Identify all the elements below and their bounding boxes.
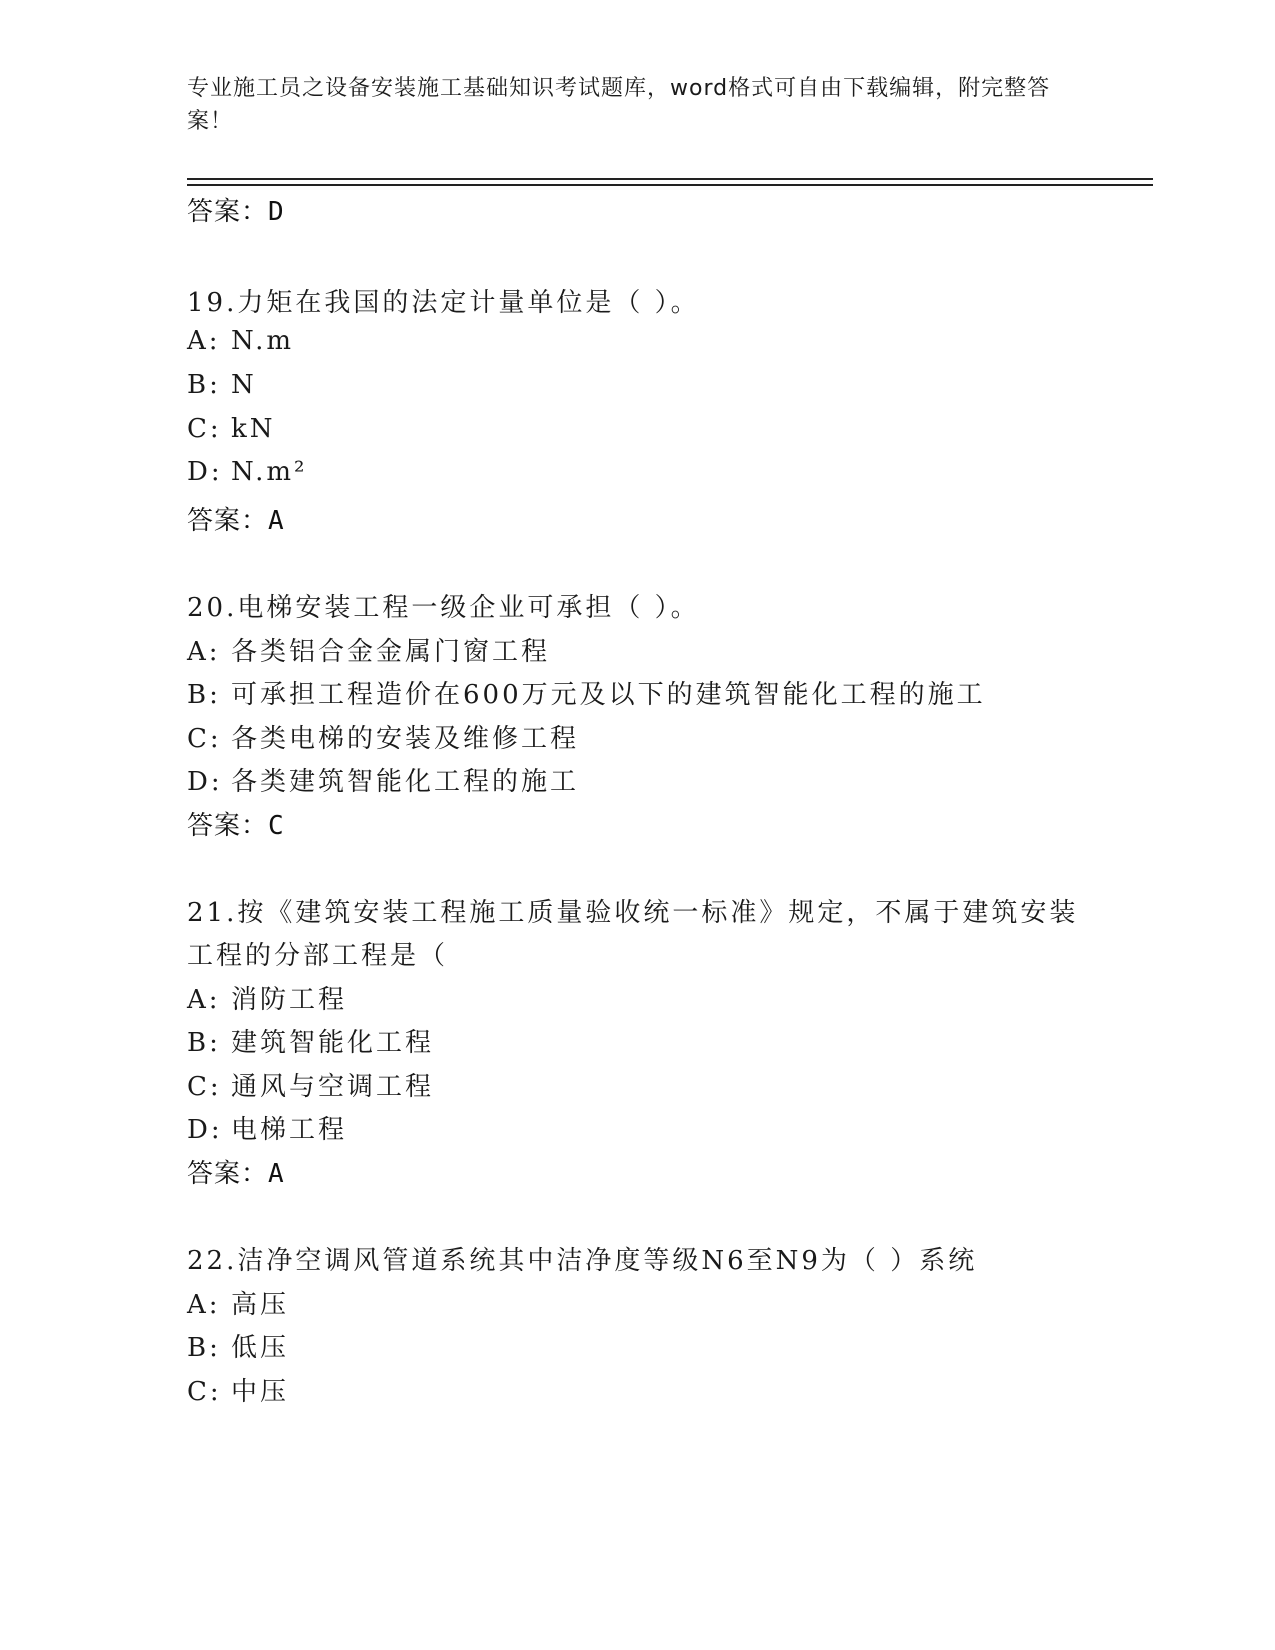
answer-label: 答案： <box>187 197 269 227</box>
question-21-option-d <box>187 1109 347 1146</box>
question-21-option-c <box>187 1066 434 1103</box>
question-22-option-a <box>187 1284 289 1321</box>
option-key: B: <box>187 1333 221 1363</box>
answer-value: A <box>268 1159 285 1189</box>
prev-answer-line <box>187 191 285 228</box>
question-20-option-c <box>187 718 579 755</box>
question-20-stem: 20.电梯安装工程一级企业可承担（ ）。 <box>187 593 700 623</box>
question-19-option-b <box>187 370 257 400</box>
option-text: 通风与空调工程 <box>231 1072 435 1102</box>
question-20-option-a <box>187 631 550 668</box>
option-text: 各类电梯的安装及维修工程 <box>231 724 580 754</box>
option-key: D: <box>187 457 223 487</box>
header-rule-top <box>187 178 1153 180</box>
question-22-option-c <box>187 1371 289 1408</box>
option-text: 中压 <box>231 1377 290 1407</box>
option-text: 高压 <box>231 1290 290 1320</box>
question-19-answer <box>187 500 285 537</box>
question-21-option-a <box>187 979 347 1016</box>
option-text: 建筑智能化工程 <box>231 1028 435 1058</box>
question-19-option-d <box>187 457 307 487</box>
option-key: A: <box>187 326 221 356</box>
option-text: 消防工程 <box>231 985 348 1015</box>
option-text: 低压 <box>231 1333 290 1363</box>
answer-label: 答案： <box>187 506 269 536</box>
header-rule-bottom <box>187 184 1153 186</box>
question-19-option-c <box>187 414 276 444</box>
option-text: 电梯工程 <box>231 1115 348 1145</box>
answer-value: D <box>268 197 285 227</box>
option-key: A: <box>187 1290 221 1320</box>
question-21-option-b <box>187 1022 434 1059</box>
option-key: C: <box>187 1377 222 1407</box>
option-key: B: <box>187 680 221 710</box>
question-20-option-d <box>187 761 579 798</box>
option-key: A: <box>187 637 221 667</box>
answer-label: 答案： <box>187 1159 269 1189</box>
option-text: N <box>231 370 257 400</box>
question-22-stem: 22.洁净空调风管道系统其中洁净度等级N6至N9为（ ）系统 <box>187 1246 978 1276</box>
option-key: C: <box>187 1072 222 1102</box>
option-key: D: <box>187 1115 223 1145</box>
question-19-option-a <box>187 326 294 356</box>
option-key: B: <box>187 370 221 400</box>
option-text: 各类建筑智能化工程的施工 <box>231 767 580 797</box>
option-key: B: <box>187 1028 221 1058</box>
option-key: C: <box>187 414 222 444</box>
question-22-option-b <box>187 1327 289 1364</box>
question-20-answer <box>187 805 285 842</box>
option-text: kN <box>231 414 276 444</box>
answer-label: 答案： <box>187 811 269 841</box>
option-text: N.m² <box>231 457 308 487</box>
option-key: C: <box>187 724 222 754</box>
answer-value: A <box>268 506 285 536</box>
question-21-answer <box>187 1153 285 1190</box>
question-21-stem-line-1: 21.按《建筑安装工程施工质量验收统一标准》规定，不属于建筑安装 <box>187 898 1079 928</box>
option-key: D: <box>187 767 223 797</box>
question-21-stem-line-2: 工程的分部工程是（ <box>187 941 449 971</box>
option-text: 可承担工程造价在600万元及以下的建筑智能化工程的施工 <box>231 680 986 710</box>
option-text: N.m <box>231 326 295 356</box>
answer-value: C <box>268 811 285 841</box>
option-text: 各类铝合金金属门窗工程 <box>231 637 551 667</box>
question-20-option-b <box>187 674 986 711</box>
option-key: A: <box>187 985 221 1015</box>
question-19-stem: 19.力矩在我国的法定计量单位是（ ）。 <box>187 288 700 318</box>
document-header: 专业施工员之设备安装施工基础知识考试题库，word格式可自由下载编辑，附完整答案！ <box>187 76 1051 134</box>
